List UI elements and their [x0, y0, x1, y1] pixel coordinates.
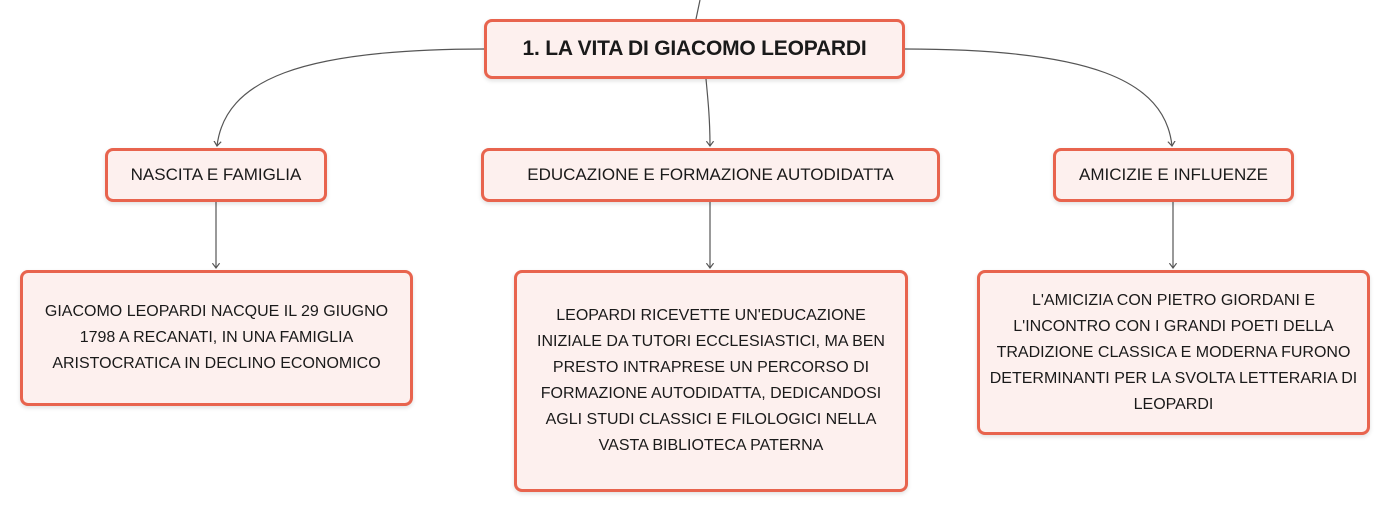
- topic-node-label: EDUCAZIONE E FORMAZIONE AUTODIDATTA: [527, 165, 894, 184]
- topic-node-amicizie[interactable]: [1053, 148, 1294, 202]
- topic-node-label: NASCITA E FAMIGLIA: [130, 165, 302, 184]
- connector-root-to-branch-3: [905, 49, 1172, 146]
- connector-root-to-branch-1: [217, 49, 484, 146]
- topic-node-nascita[interactable]: [105, 148, 327, 202]
- connector-incoming: [696, 0, 700, 19]
- detail-node-text: LEOPARDI RICEVETTE UN'EDUCAZIONE INIZIALE DA TUTORI ECCLESIASTICI, MA BEN PRESTO INTRAPRESE UN PERCORSO DI FORMAZIONE AUTODIDATTA, DEDICANDOSI AGLI STUDI CLASSICI E FILOLOGICI NELLA VASTA BIBLIOTECA PATERNA: [537, 307, 885, 454]
- topic-node-educazione[interactable]: [481, 148, 940, 202]
- detail-node-amicizie[interactable]: [977, 270, 1370, 435]
- detail-node-educazione[interactable]: [514, 270, 908, 492]
- connector-root-to-branch-2: [706, 79, 710, 146]
- root-node-label: 1. LA VITA DI GIACOMO LEOPARDI: [522, 37, 867, 60]
- detail-node-text: L'AMICIZIA CON PIETRO GIORDANI E L'INCONTRO CON I GRANDI POETI DELLA TRADIZIONE CLASSICA E MODERNA FURONO DETERMINANTI PER LA SVOLTA LETTERARIA DI LEOPARDI: [989, 291, 1358, 413]
- root-node[interactable]: [484, 19, 905, 79]
- detail-node-text: GIACOMO LEOPARDI NACQUE IL 29 GIUGNO 1798 A RECANATI, IN UNA FAMIGLIA ARISTOCRATICA IN DECLINO ECONOMICO: [44, 303, 389, 372]
- detail-node-nascita[interactable]: [20, 270, 413, 406]
- topic-node-label: AMICIZIE E INFLUENZE: [1079, 165, 1268, 184]
